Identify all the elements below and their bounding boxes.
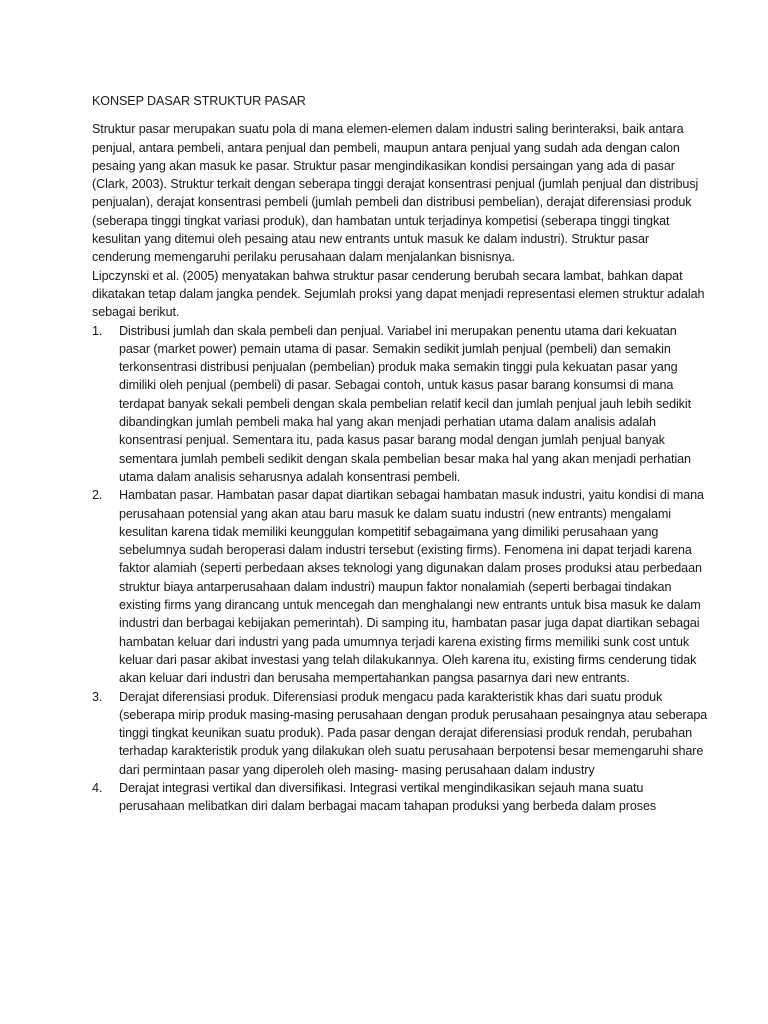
list-item-text: Hambatan pasar. Hambatan pasar dapat diartikan sebagai hambatan masuk industri, yaitu kondisi di mana perusahaan potensial yang akan atau baru masuk ke dalam suatu industri (new entrants) mengalami kesulitan karena tidak memiliki keunggulan kompetitif sebagaimana yang dimiliki perusahaan yang sebelumnya sudah beroperasi dalam industri tersebut (existing firms). Fenomena ini dapat terjadi karena faktor alamiah (seperti perbedaan akses teknologi yang digunakan dalam proses produksi atau perbedaan struktur biaya antarperusahaan dalam industri) maupun faktor nonalamiah (seperti berbagai tindakan existing firms yang dirancang untuk mencegah dan menghalangi new entrants untuk bisa masuk ke dalam industri dan berbagai kebijakan pemerintah). Di samping itu, hambatan pasar juga dapat diartikan sebagai hambatan keluar dari industri yang pada umumnya terjadi karena existing firms memiliki sunk cost untuk keluar dari pasar akibat investasi yang telah dilakukannya. Oleh karena itu, existing firms cenderung tidak akan keluar dari industri dan berusaha mempertahankan pangsa pasarnya dari new entrants. bbox=[119, 488, 704, 686]
list-item-text: Derajat diferensiasi produk. Diferensiasi produk mengacu pada karakteristik khas dari suatu produk (seberapa mirip produk masing-masing perusahaan dengan produk perusahaan pesaingnya atau seberapa tinggi tingkat keunikan suatu produk). Pada pasar dengan derajat diferensiasi produk rendah, perubahan terhadap karakteristik produk yang dilakukan oleh suatu perusahaan berpotensi besar memengaruhi share dari permintaan pasar yang diperoleh oleh masing- masing perusahaan dalam industry bbox=[119, 689, 708, 777]
list-item-number: 3. bbox=[92, 689, 103, 704]
paragraph-intro: Struktur pasar merupakan suatu pola di mana elemen-elemen dalam industri saling berinteraksi, baik antara penjual, antara pembeli, antara penjual dan pembeli, maupun antara penjual yang sudah ada dengan calon pesaing yang akan masuk ke pasar. Struktur pasar mengindikasikan kondisi persaingan yang ada di pasar (Clark, 2003). Struktur terkait dengan seberapa tinggi derajat konsentrasi penjual (jumlah penjual dan distribusj penjualan), derajat konsentrasi pembeli (jumlah pembeli dan distribusi pembelian), derajat diferensiasi produk (seberapa tinggi tingkat variasi produk), dan hambatan untuk terjadinya kompetisi (seberapa tinggi tingkat kesulitan yang ditemui oleh pesaing atau new entrants untuk masuk ke dalam industri). Struktur pasar cenderung memengaruhi perilaku perusahaan dalam menjalankan bisnisnya. bbox=[92, 122, 699, 265]
document-title: KONSEP DASAR STRUKTUR PASAR bbox=[92, 94, 306, 108]
list-item bbox=[92, 688, 708, 779]
proxy-list bbox=[92, 322, 708, 816]
list-item bbox=[92, 779, 708, 816]
list-item bbox=[92, 322, 708, 487]
list-item-text: Derajat integrasi vertikal dan diversifikasi. Integrasi vertikal mengindikasikan sejauh mana suatu perusahaan melibatkan diri dalam berbagai macam tahapan produksi yang berbeda dalam proses bbox=[119, 780, 657, 814]
list-item-number: 4. bbox=[92, 780, 103, 795]
paragraph-lipczynski: Lipczynski et al. (2005) menyatakan bahwa struktur pasar cenderung berubah secara lambat, bahkan dapat dikatakan tetap dalam jangka pendek. Sejumlah proksi yang dapat menjadi representasi elemen struktur adalah sebagai berikut. bbox=[92, 268, 705, 320]
list-item-number: 1. bbox=[92, 323, 103, 338]
list-item-text: Distribusi jumlah dan skala pembeli dan penjual. Variabel ini merupakan penentu utama dari kekuatan pasar (market power) pemain utama di pasar. Semakin sedikit jumlah penjual (pembeli) dan semakin terkonsentrasi distribusi penjualan (pembelian) produk maka semakin tinggi pula kekuatan pasar yang dimiliki oleh penjual (pembeli) di pasar. Sebagai contoh, untuk kasus pasar barang konsumsi di mana terdapat banyak sekali pembeli dengan skala pembelian relatif kecil dan jumlah penjual jauh lebih sedikit dibandingkan jumlah pembeli maka hal yang akan menjadi perhatian utama dalam analisis adalah konsentrasi penjual. Sementara itu, pada kasus pasar barang modal dengan jumlah penjual banyak sementara jumlah pembeli sedikit dengan skala pembelian besar maka hal yang akan menjadi perhatian utama dalam analisis seharusnya adalah konsentrasi pembeli. bbox=[119, 323, 691, 484]
list-item bbox=[92, 486, 708, 687]
list-item-number: 2. bbox=[92, 488, 103, 503]
